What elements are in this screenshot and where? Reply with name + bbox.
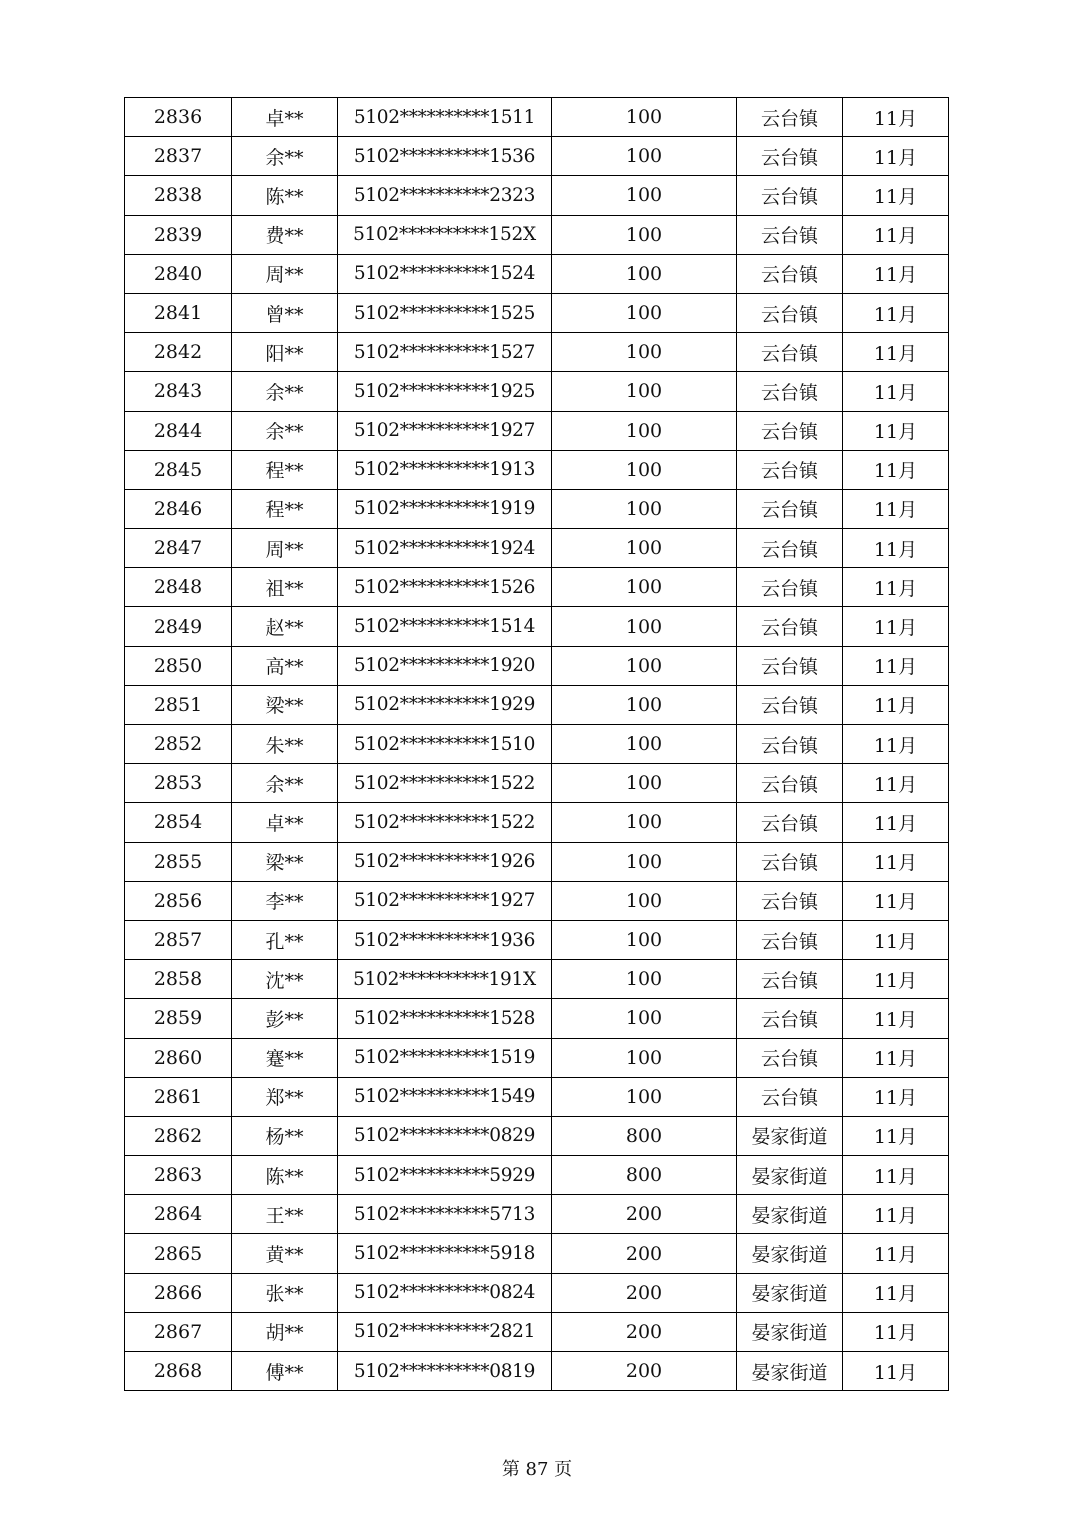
amount-cell: 100	[552, 607, 737, 646]
month-cell: 11月	[843, 333, 949, 372]
amount-cell: 100	[552, 98, 737, 137]
serial-number-cell: 2844	[125, 411, 232, 450]
name-cell: 程**	[232, 489, 338, 528]
month-cell: 11月	[843, 176, 949, 215]
record-table	[124, 97, 949, 1391]
id-number-cell: 5102**********1929	[338, 685, 552, 724]
name-cell: 沈**	[232, 960, 338, 999]
table-row	[125, 254, 949, 293]
serial-number-cell: 2837	[125, 137, 232, 176]
table-row	[125, 725, 949, 764]
serial-number-cell: 2868	[125, 1352, 232, 1391]
id-number-cell: 5102**********1927	[338, 881, 552, 920]
area-cell: 云台镇	[737, 333, 843, 372]
amount-cell: 100	[552, 489, 737, 528]
serial-number-cell: 2842	[125, 333, 232, 372]
month-cell: 11月	[843, 568, 949, 607]
serial-number-cell: 2848	[125, 568, 232, 607]
id-number-cell: 5102**********1919	[338, 489, 552, 528]
table-row	[125, 1077, 949, 1116]
month-cell: 11月	[843, 920, 949, 959]
month-cell: 11月	[843, 1352, 949, 1391]
name-cell: 卓**	[232, 98, 338, 137]
amount-cell: 100	[552, 920, 737, 959]
name-cell: 梁**	[232, 685, 338, 724]
name-cell: 余**	[232, 411, 338, 450]
month-cell: 11月	[843, 450, 949, 489]
area-cell: 云台镇	[737, 372, 843, 411]
month-cell: 11月	[843, 1195, 949, 1234]
serial-number-cell: 2855	[125, 842, 232, 881]
month-cell: 11月	[843, 1273, 949, 1312]
table-row	[125, 293, 949, 332]
month-cell: 11月	[843, 960, 949, 999]
serial-number-cell: 2863	[125, 1156, 232, 1195]
month-cell: 11月	[843, 215, 949, 254]
table-row	[125, 411, 949, 450]
area-cell: 云台镇	[737, 803, 843, 842]
table-row	[125, 1312, 949, 1351]
id-number-cell: 5102**********1526	[338, 568, 552, 607]
id-number-cell: 5102**********1936	[338, 920, 552, 959]
name-cell: 费**	[232, 215, 338, 254]
month-cell: 11月	[843, 1116, 949, 1155]
month-cell: 11月	[843, 254, 949, 293]
table-row	[125, 568, 949, 607]
serial-number-cell: 2839	[125, 215, 232, 254]
table-row	[125, 1116, 949, 1155]
id-number-cell: 5102**********0819	[338, 1352, 552, 1391]
id-number-cell: 5102**********1536	[338, 137, 552, 176]
amount-cell: 100	[552, 725, 737, 764]
name-cell: 杨**	[232, 1116, 338, 1155]
serial-number-cell: 2864	[125, 1195, 232, 1234]
serial-number-cell: 2852	[125, 725, 232, 764]
month-cell: 11月	[843, 607, 949, 646]
amount-cell: 100	[552, 646, 737, 685]
amount-cell: 800	[552, 1156, 737, 1195]
amount-cell: 200	[552, 1352, 737, 1391]
month-cell: 11月	[843, 803, 949, 842]
amount-cell: 200	[552, 1312, 737, 1351]
table-row	[125, 372, 949, 411]
amount-cell: 100	[552, 685, 737, 724]
id-number-cell: 5102**********1522	[338, 803, 552, 842]
table-row	[125, 881, 949, 920]
name-cell: 余**	[232, 372, 338, 411]
name-cell: 周**	[232, 529, 338, 568]
area-cell: 云台镇	[737, 881, 843, 920]
amount-cell: 100	[552, 333, 737, 372]
name-cell: 高**	[232, 646, 338, 685]
id-number-cell: 5102**********1511	[338, 98, 552, 137]
name-cell: 余**	[232, 137, 338, 176]
name-cell: 黄**	[232, 1234, 338, 1273]
month-cell: 11月	[843, 685, 949, 724]
month-cell: 11月	[843, 293, 949, 332]
serial-number-cell: 2862	[125, 1116, 232, 1155]
amount-cell: 100	[552, 842, 737, 881]
serial-number-cell: 2838	[125, 176, 232, 215]
id-number-cell: 5102**********1913	[338, 450, 552, 489]
area-cell: 云台镇	[737, 960, 843, 999]
amount-cell: 100	[552, 372, 737, 411]
id-number-cell: 5102**********1514	[338, 607, 552, 646]
area-cell: 云台镇	[737, 725, 843, 764]
id-number-cell: 5102**********5713	[338, 1195, 552, 1234]
amount-cell: 100	[552, 999, 737, 1038]
table-body	[125, 98, 949, 1391]
month-cell: 11月	[843, 1312, 949, 1351]
area-cell: 云台镇	[737, 489, 843, 528]
area-cell: 晏家街道	[737, 1234, 843, 1273]
name-cell: 程**	[232, 450, 338, 489]
table-row	[125, 920, 949, 959]
table-row	[125, 450, 949, 489]
name-cell: 朱**	[232, 725, 338, 764]
id-number-cell: 5102**********5918	[338, 1234, 552, 1273]
name-cell: 胡**	[232, 1312, 338, 1351]
month-cell: 11月	[843, 764, 949, 803]
id-number-cell: 5102**********1524	[338, 254, 552, 293]
month-cell: 11月	[843, 1156, 949, 1195]
table-row	[125, 489, 949, 528]
area-cell: 云台镇	[737, 450, 843, 489]
amount-cell: 100	[552, 450, 737, 489]
month-cell: 11月	[843, 372, 949, 411]
table-row	[125, 685, 949, 724]
area-cell: 云台镇	[737, 98, 843, 137]
area-cell: 云台镇	[737, 1038, 843, 1077]
amount-cell: 100	[552, 411, 737, 450]
id-number-cell: 5102**********1522	[338, 764, 552, 803]
serial-number-cell: 2847	[125, 529, 232, 568]
amount-cell: 100	[552, 960, 737, 999]
id-number-cell: 5102**********152X	[338, 215, 552, 254]
name-cell: 余**	[232, 764, 338, 803]
id-number-cell: 5102**********1920	[338, 646, 552, 685]
id-number-cell: 5102**********1925	[338, 372, 552, 411]
serial-number-cell: 2849	[125, 607, 232, 646]
name-cell: 祖**	[232, 568, 338, 607]
area-cell: 云台镇	[737, 137, 843, 176]
month-cell: 11月	[843, 725, 949, 764]
area-cell: 晏家街道	[737, 1352, 843, 1391]
area-cell: 云台镇	[737, 411, 843, 450]
name-cell: 傅**	[232, 1352, 338, 1391]
area-cell: 云台镇	[737, 842, 843, 881]
id-number-cell: 5102**********1549	[338, 1077, 552, 1116]
month-cell: 11月	[843, 98, 949, 137]
month-cell: 11月	[843, 411, 949, 450]
amount-cell: 100	[552, 215, 737, 254]
serial-number-cell: 2857	[125, 920, 232, 959]
area-cell: 云台镇	[737, 529, 843, 568]
name-cell: 赵**	[232, 607, 338, 646]
area-cell: 云台镇	[737, 1077, 843, 1116]
area-cell: 云台镇	[737, 607, 843, 646]
id-number-cell: 5102**********1927	[338, 411, 552, 450]
id-number-cell: 5102**********1510	[338, 725, 552, 764]
serial-number-cell: 2860	[125, 1038, 232, 1077]
month-cell: 11月	[843, 842, 949, 881]
amount-cell: 100	[552, 803, 737, 842]
table-row	[125, 215, 949, 254]
amount-cell: 800	[552, 1116, 737, 1155]
month-cell: 11月	[843, 881, 949, 920]
serial-number-cell: 2859	[125, 999, 232, 1038]
name-cell: 孔**	[232, 920, 338, 959]
area-cell: 云台镇	[737, 764, 843, 803]
month-cell: 11月	[843, 999, 949, 1038]
amount-cell: 100	[552, 137, 737, 176]
area-cell: 晏家街道	[737, 1273, 843, 1312]
table-row	[125, 1038, 949, 1077]
month-cell: 11月	[843, 137, 949, 176]
table-row	[125, 999, 949, 1038]
amount-cell: 100	[552, 764, 737, 803]
name-cell: 王**	[232, 1195, 338, 1234]
serial-number-cell: 2856	[125, 881, 232, 920]
month-cell: 11月	[843, 529, 949, 568]
name-cell: 李**	[232, 881, 338, 920]
area-cell: 云台镇	[737, 254, 843, 293]
table-row	[125, 1156, 949, 1195]
serial-number-cell: 2865	[125, 1234, 232, 1273]
name-cell: 张**	[232, 1273, 338, 1312]
name-cell: 周**	[232, 254, 338, 293]
table-row	[125, 98, 949, 137]
id-number-cell: 5102**********1527	[338, 333, 552, 372]
serial-number-cell: 2840	[125, 254, 232, 293]
table-row	[125, 176, 949, 215]
serial-number-cell: 2850	[125, 646, 232, 685]
id-number-cell: 5102**********1525	[338, 293, 552, 332]
table-row	[125, 607, 949, 646]
area-cell: 晏家街道	[737, 1116, 843, 1155]
id-number-cell: 5102**********1926	[338, 842, 552, 881]
amount-cell: 200	[552, 1273, 737, 1312]
area-cell: 云台镇	[737, 568, 843, 607]
amount-cell: 100	[552, 1077, 737, 1116]
name-cell: 郑**	[232, 1077, 338, 1116]
amount-cell: 100	[552, 1038, 737, 1077]
name-cell: 蹇**	[232, 1038, 338, 1077]
name-cell: 卓**	[232, 803, 338, 842]
table-row	[125, 803, 949, 842]
table-row	[125, 764, 949, 803]
amount-cell: 200	[552, 1234, 737, 1273]
name-cell: 曾**	[232, 293, 338, 332]
serial-number-cell: 2836	[125, 98, 232, 137]
month-cell: 11月	[843, 489, 949, 528]
id-number-cell: 5102**********1924	[338, 529, 552, 568]
area-cell: 晏家街道	[737, 1156, 843, 1195]
area-cell: 云台镇	[737, 646, 843, 685]
name-cell: 梁**	[232, 842, 338, 881]
area-cell: 云台镇	[737, 999, 843, 1038]
name-cell: 陈**	[232, 176, 338, 215]
table-row	[125, 1234, 949, 1273]
serial-number-cell: 2854	[125, 803, 232, 842]
area-cell: 云台镇	[737, 920, 843, 959]
table-row	[125, 1195, 949, 1234]
table-row	[125, 960, 949, 999]
table-row	[125, 333, 949, 372]
id-number-cell: 5102**********2323	[338, 176, 552, 215]
serial-number-cell: 2845	[125, 450, 232, 489]
amount-cell: 100	[552, 293, 737, 332]
area-cell: 云台镇	[737, 293, 843, 332]
name-cell: 彭**	[232, 999, 338, 1038]
month-cell: 11月	[843, 646, 949, 685]
area-cell: 云台镇	[737, 176, 843, 215]
month-cell: 11月	[843, 1038, 949, 1077]
serial-number-cell: 2846	[125, 489, 232, 528]
table-row	[125, 529, 949, 568]
serial-number-cell: 2853	[125, 764, 232, 803]
serial-number-cell: 2851	[125, 685, 232, 724]
table-row	[125, 137, 949, 176]
amount-cell: 100	[552, 881, 737, 920]
id-number-cell: 5102**********0824	[338, 1273, 552, 1312]
area-cell: 云台镇	[737, 685, 843, 724]
table-row	[125, 842, 949, 881]
serial-number-cell: 2858	[125, 960, 232, 999]
table-row	[125, 646, 949, 685]
id-number-cell: 5102**********2821	[338, 1312, 552, 1351]
id-number-cell: 5102**********0829	[338, 1116, 552, 1155]
amount-cell: 100	[552, 568, 737, 607]
area-cell: 云台镇	[737, 215, 843, 254]
serial-number-cell: 2841	[125, 293, 232, 332]
id-number-cell: 5102**********1519	[338, 1038, 552, 1077]
serial-number-cell: 2867	[125, 1312, 232, 1351]
area-cell: 晏家街道	[737, 1312, 843, 1351]
page-number: 第 87 页	[501, 1459, 573, 1480]
table-row	[125, 1352, 949, 1391]
serial-number-cell: 2866	[125, 1273, 232, 1312]
table-row	[125, 1273, 949, 1312]
area-cell: 晏家街道	[737, 1195, 843, 1234]
serial-number-cell: 2861	[125, 1077, 232, 1116]
serial-number-cell: 2843	[125, 372, 232, 411]
amount-cell: 200	[552, 1195, 737, 1234]
amount-cell: 100	[552, 176, 737, 215]
month-cell: 11月	[843, 1234, 949, 1273]
id-number-cell: 5102**********191X	[338, 960, 552, 999]
id-number-cell: 5102**********5929	[338, 1156, 552, 1195]
amount-cell: 100	[552, 254, 737, 293]
amount-cell: 100	[552, 529, 737, 568]
id-number-cell: 5102**********1528	[338, 999, 552, 1038]
name-cell: 陈**	[232, 1156, 338, 1195]
name-cell: 阳**	[232, 333, 338, 372]
month-cell: 11月	[843, 1077, 949, 1116]
